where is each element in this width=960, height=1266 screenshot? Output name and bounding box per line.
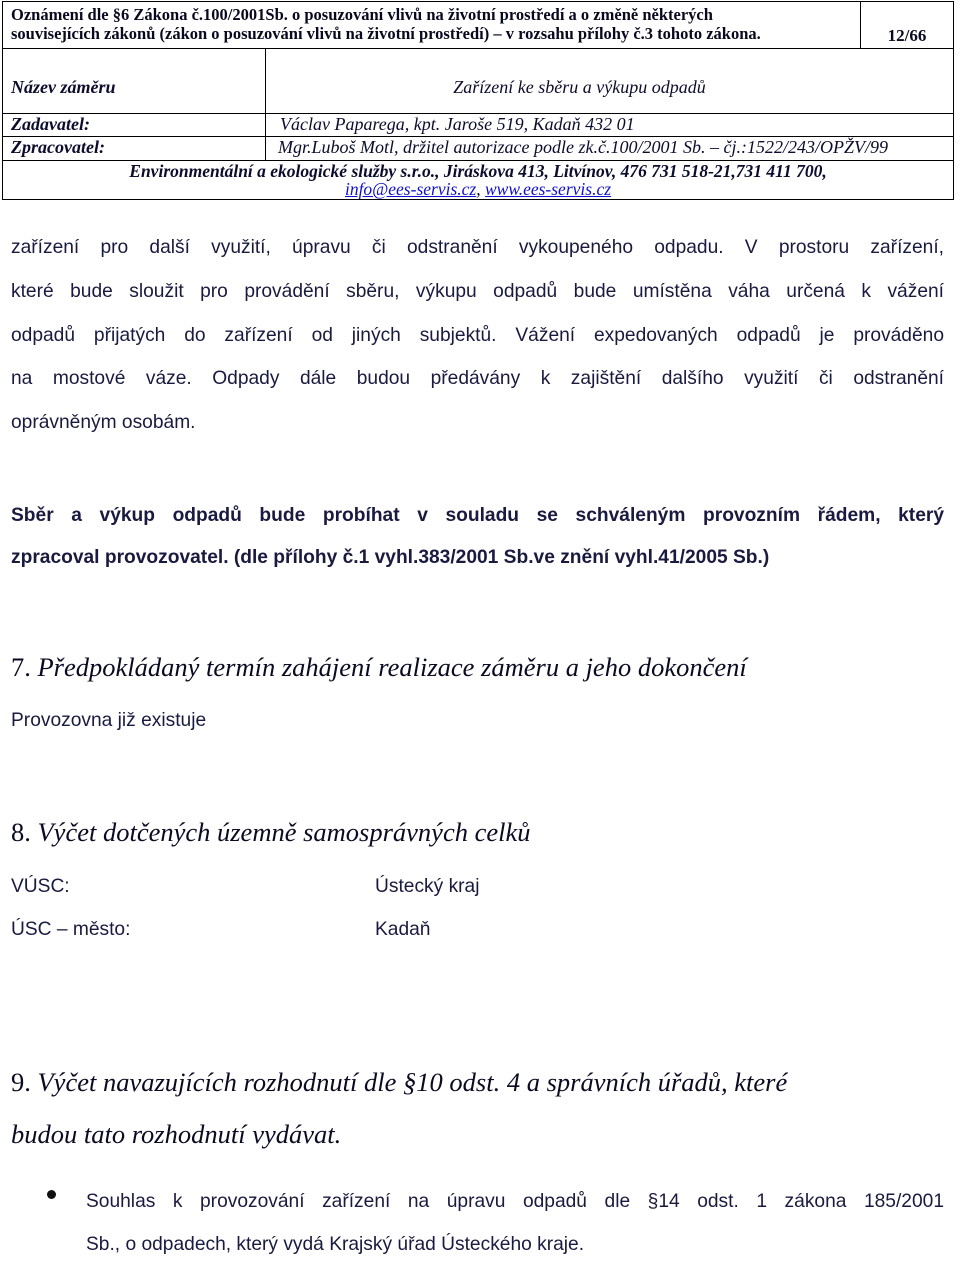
law-reference-line2: souvisejících zákonů (zákon o posuzování vlivů na životní prostředí) – v rozsahu přílohy č.3 tohoto zákona.	[11, 24, 761, 43]
bullet-icon	[47, 1190, 61, 1204]
header-processor-row	[3, 137, 953, 161]
law-reference-line1: Oznámení dle §6 Zákona č.100/2001Sb. o posuzování vlivů na životní prostředí a o změně některých	[11, 5, 713, 24]
section-7-text: Provozovna již existuje	[11, 710, 207, 731]
section-9-heading-cont	[11, 1119, 341, 1150]
bullet-line: Souhlas k provozování zařízení na úpravu odpadů dle §14 odst. 1 zákona 185/2001	[86, 1191, 944, 1212]
body-paragraph-2	[11, 495, 944, 579]
section-number: 9.	[11, 1067, 31, 1097]
vusc-value: Ústecký kraj	[375, 876, 480, 897]
bullet-line: Sb., o odpadech, který vydá Krajský úřad Ústeckého kraje.	[86, 1234, 585, 1255]
section-title: Výčet navazujících rozhodnutí dle §10 odst. 4 a správních úřadů, které	[37, 1067, 788, 1097]
paragraph-line: které bude sloužit pro provádění sběru, výkupu odpadů bude umístěna váha určená k vážení	[11, 280, 944, 302]
paragraph-line: odpadů přijatých do zařízení od jiných subjektů. Vážení expedovaných odpadů je prováděno	[11, 324, 944, 346]
paragraph-line: zařízení pro další využití, úpravu či odstranění vykoupeného odpadu. V prostoru zařízení,	[11, 237, 944, 258]
law-reference	[3, 2, 861, 48]
header-submitter-row	[3, 114, 953, 137]
body-paragraph-1	[11, 226, 944, 445]
section-title: Předpokládaný termín zahájení realizace záměru a jeho dokončení	[37, 652, 747, 682]
header-law-row	[3, 2, 953, 49]
processor-value: Mgr.Luboš Motl, držitel autorizace podle zk.č.100/2001 Sb. – čj.:1522/243/OPŽV/99	[278, 137, 888, 157]
submitter-value: Václav Paparega, kpt. Jaroše 519, Kadaň 432 01	[280, 114, 635, 134]
usc-value: Kadaň	[375, 919, 431, 940]
contact-links	[3, 180, 953, 198]
section-9-heading	[11, 1067, 787, 1098]
email-link[interactable]: info@ees-servis.cz	[344, 179, 477, 199]
link-separator: ,	[476, 179, 481, 199]
project-label: Název záměru	[3, 49, 266, 113]
section-title-continued: budou tato rozhodnutí vydávat.	[11, 1119, 342, 1149]
website-link[interactable]: www.ees-servis.cz	[484, 179, 612, 199]
section-number: 8.	[11, 817, 31, 847]
paragraph-line: Sběr a výkup odpadů bude probíhat v souladu se schváleným provozním řádem, který	[11, 505, 944, 526]
company-info: Environmentální a ekologické služby s.r.o., Jiráskova 413, Litvínov, 476 731 518-21,731 411 700,	[129, 161, 827, 181]
submitter-label: Zadavatel:	[3, 114, 266, 136]
header-company-row	[3, 161, 953, 199]
section-number: 7.	[11, 652, 31, 682]
paragraph-line: oprávněným osobám.	[11, 412, 196, 434]
bullet-list-item	[86, 1180, 944, 1266]
vusc-label: VÚSC:	[11, 876, 70, 897]
usc-label: ÚSC – město:	[11, 919, 131, 940]
document-header	[2, 1, 954, 200]
section-8-heading	[11, 817, 530, 848]
section-7-heading	[11, 652, 747, 683]
header-project-row	[3, 49, 953, 114]
page-number: 12/66	[887, 26, 927, 45]
paragraph-line: zpracoval provozovatel. (dle přílohy č.1 vyhl.383/2001 Sb.ve znění vyhl.41/2005 Sb.)	[11, 547, 770, 568]
processor-label: Zpracovatel:	[3, 137, 266, 160]
project-name: Zařízení ke sběru a výkupu odpadů	[453, 76, 706, 97]
section-title: Výčet dotčených územně samosprávných celků	[37, 817, 531, 847]
paragraph-line: na mostové váze. Odpady dále budou předávány k zajištění dalšího využití či odstranění	[11, 368, 944, 390]
